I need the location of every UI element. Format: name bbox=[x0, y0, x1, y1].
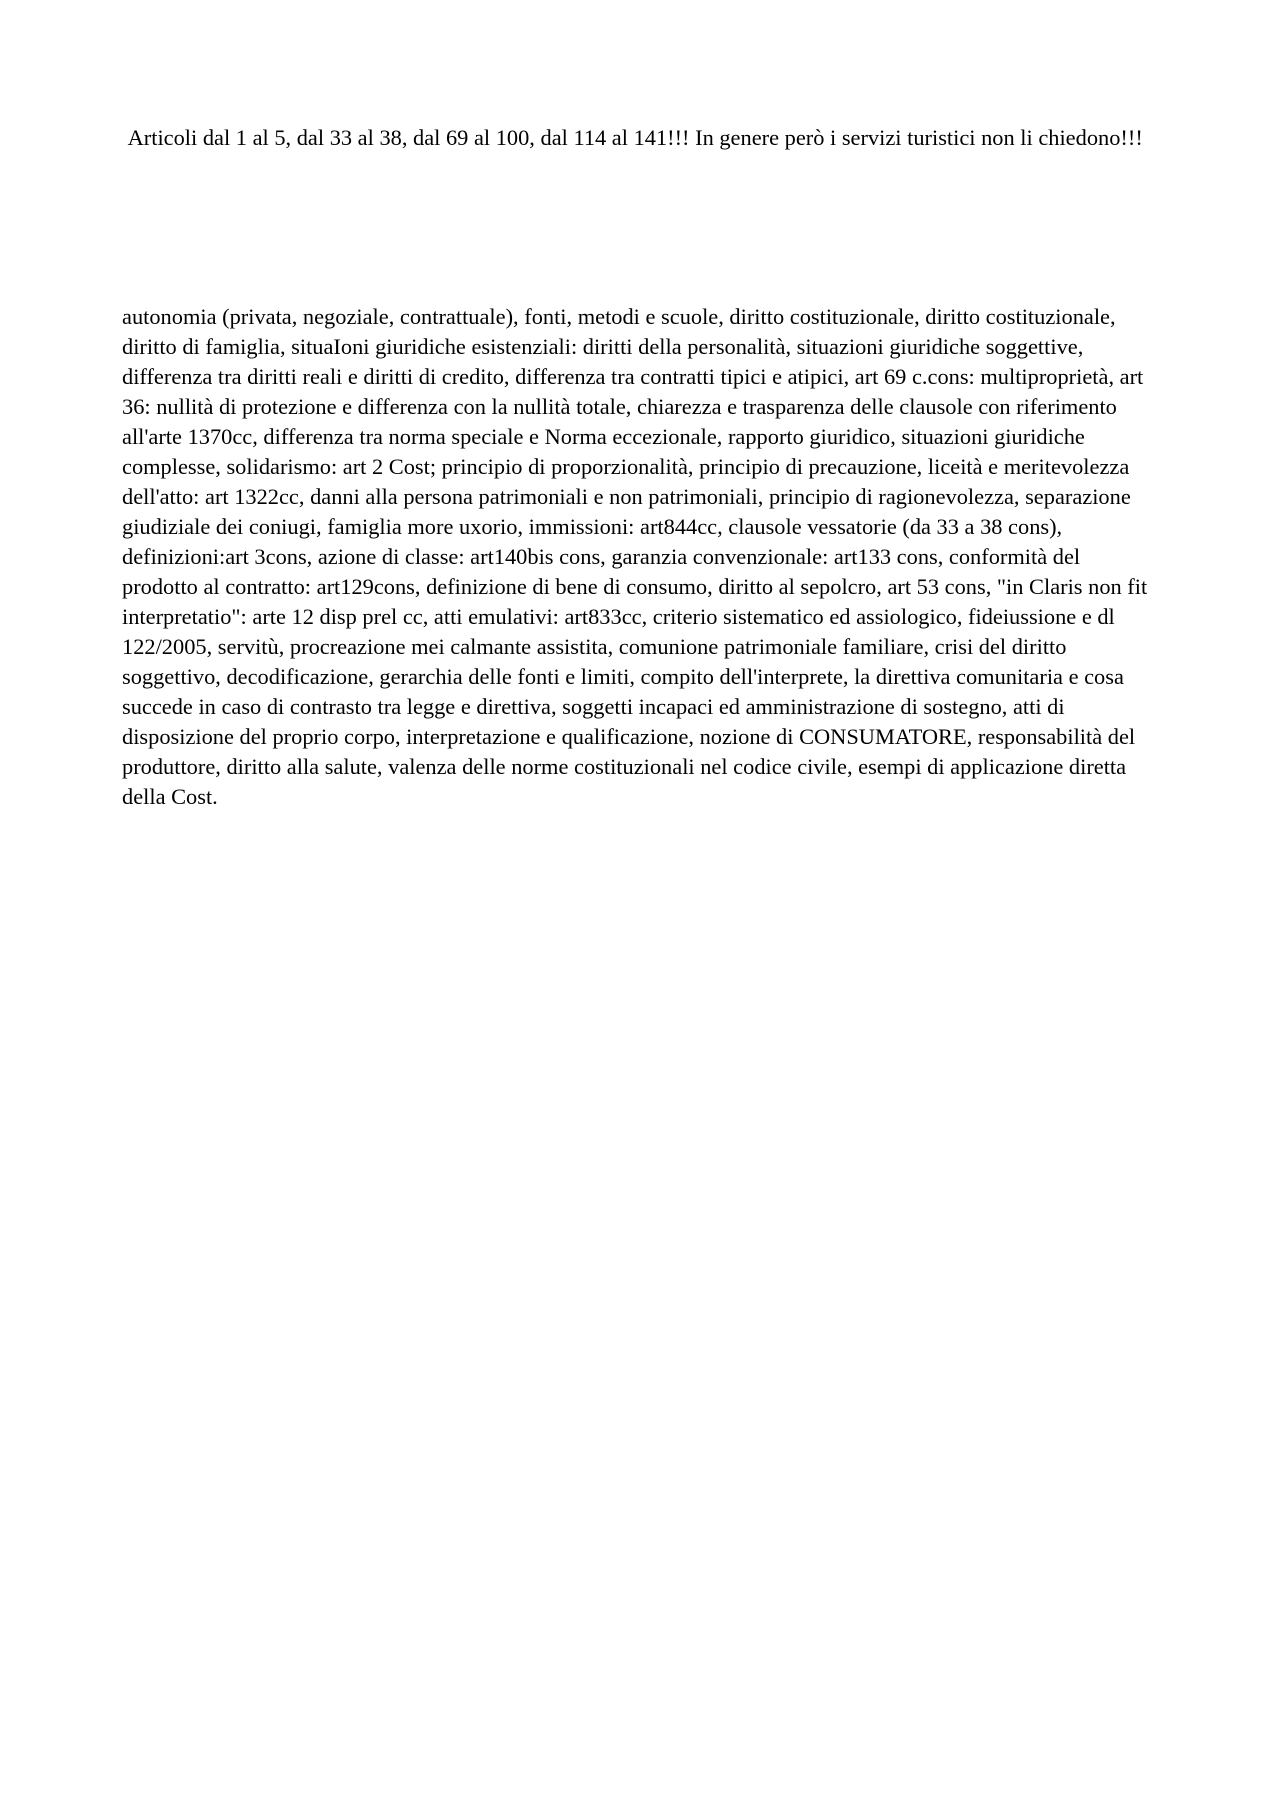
topics-paragraph: autonomia (privata, negoziale, contrattuale), fonti, metodi e scuole, diritto costituzionale, diritto costituzionale, diritto di famiglia, situaIoni giuridiche esistenziali: diritti della personalità, situazioni giuridiche soggettive, differenza tra diritti reali e diritti di credito, differenza tra contratti tipici e atipici, art 69 c.cons: multiproprietà, art 36: nullità di protezione e differenza con la nullità totale, chiarezza e trasparenza delle clausole con riferimento all'arte 1370cc, differenza tra norma speciale e Norma eccezionale, rapporto giuridico, situazioni giuridiche complesse, solidarismo: art 2 Cost; principio di proporzionalità, principio di precauzione, liceità e meritevolezza dell'atto: art 1322cc, danni alla persona patrimoniali e non patrimoniali, principio di ragionevolezza, separazione giudiziale dei coniugi, famiglia more uxorio, immissioni: art844cc, clausole vessatorie (da 33 a 38 cons), definizioni:art 3cons, azione di classe: art140bis cons, garanzia convenzionale: art133 cons, conformità del prodotto al contratto: art129cons, definizione di bene di consumo, diritto al sepolcro, art 53 cons, "in Claris non fit interpretatio": arte 12 disp prel cc, atti emulativi: art833cc, criterio sistematico ed assiologico, fideiussione e dl 122/2005, servitù, procreazione mei calmante assistita, comunione patrimoniale familiare, crisi del diritto soggettivo, decodificazione, gerarchia delle fonti e limiti, compito dell'interprete, la direttiva comunitaria e cosa succede in caso di contrasto tra legge e direttiva, soggetti incapaci ed amministrazione di sostegno, atti di disposizione del proprio corpo, interpretazione e qualificazione, nozione di CONSUMATORE, responsabilità del produttore, diritto alla salute, valenza delle norme costituzionali nel codice civile, esempi di applicazione diretta della Cost. bbox=[122, 304, 1148, 809]
intro-paragraph: Articoli dal 1 al 5, dal 33 al 38, dal 69 al 100, dal 114 al 141!!! In genere però i servizi turistici non li chiedono!!! bbox=[122, 125, 1143, 150]
